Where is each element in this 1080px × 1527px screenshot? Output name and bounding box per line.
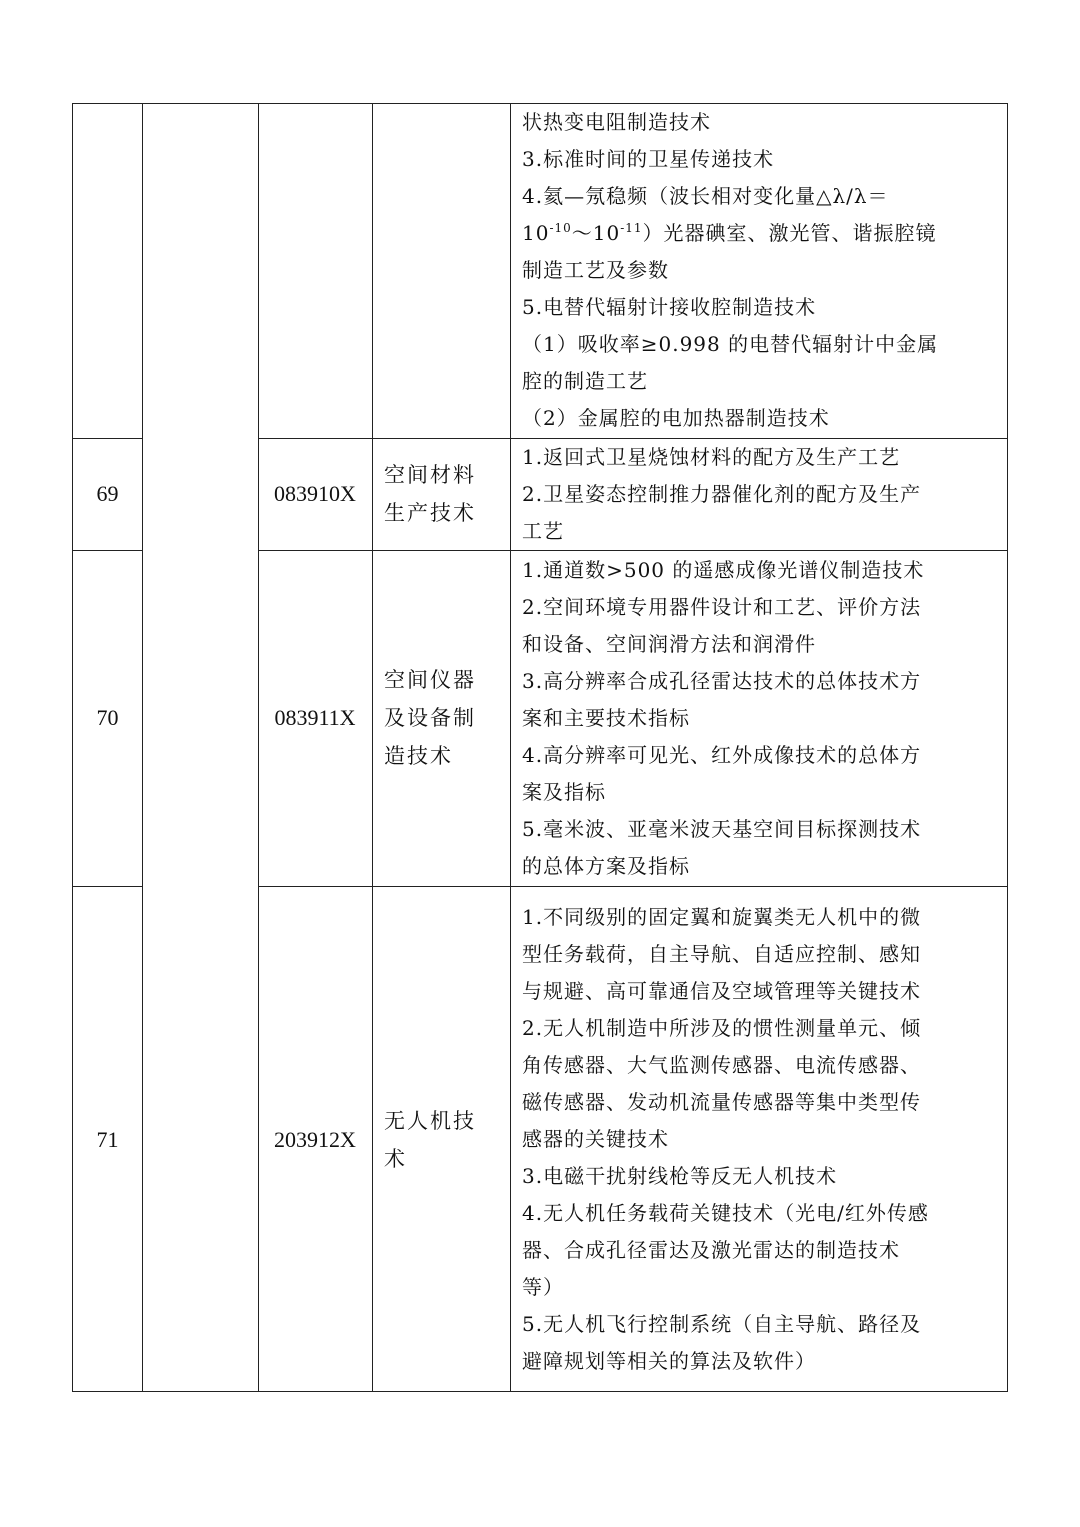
content-line: 和设备、空间润滑方法和润滑件 [522, 631, 816, 656]
content-line: 4.无人机任务载荷关键技术（光电/红外传感 [522, 1201, 929, 1225]
row-name-text: 空间材料生产技术 [384, 463, 476, 525]
row-name [372, 550, 510, 886]
exp-mid: ～10 [571, 221, 621, 245]
row-code: 203912X [274, 1126, 356, 1152]
content-line: 4.高分辨率可见光、红外成像技术的总体方 [522, 742, 922, 767]
content-line: 避障规划等相关的算法及软件） [522, 1349, 816, 1373]
content-line: 1.通道数>500 的遥感成像光谱仪制造技术 [522, 557, 925, 582]
content-line: 案和主要技术指标 [522, 705, 690, 730]
content-line: 工艺 [522, 518, 564, 543]
content-line: 感器的关键技术 [522, 1127, 669, 1151]
table-row [73, 104, 1007, 438]
content-line: 4.氦—氖稳频（波长相对变化量△λ/λ＝ [522, 184, 889, 208]
row-code: 083911X [274, 705, 356, 730]
exp1-superscript: -10 [549, 221, 572, 235]
content-line: 3.标准时间的卫星传递技术 [522, 147, 775, 171]
content-line: 状热变电阻制造技术 [522, 110, 711, 134]
content-line: 2.无人机制造中所涉及的惯性测量单元、倾 [522, 1016, 922, 1040]
content-line: 案及指标 [522, 779, 606, 804]
exp-tail: ）光器碘室、激光管、谐振腔镜 [642, 221, 937, 245]
table-row [73, 550, 1007, 886]
content-line: 的总体方案及指标 [522, 853, 690, 878]
content-line: （2）金属腔的电加热器制造技术 [522, 406, 830, 430]
row-number: 69 [96, 481, 119, 506]
content-line: 1.返回式卫星烧蚀材料的配方及生产工艺 [522, 444, 901, 469]
content-line: 等） [522, 1275, 564, 1299]
technology-table [72, 103, 1008, 1392]
content-line: 型任务载荷，自主导航、自适应控制、感知 [522, 942, 921, 966]
content-line: 磁传感器、发动机流量传感器等集中类型传 [522, 1090, 921, 1114]
content-line-superscript [522, 215, 999, 252]
row-name [372, 438, 510, 550]
content-line: （1）吸收率≥0.998 的电替代辐射计中金属 [522, 332, 939, 356]
content-line: 与规避、高可靠通信及空域管理等关键技术 [522, 979, 921, 1003]
content-line: 器、合成孔径雷达及激光雷达的制造技术 [522, 1238, 900, 1262]
content-cell [510, 886, 1007, 1393]
content-cell [510, 104, 1007, 438]
row-name-text: 无人机技术 [384, 1108, 476, 1171]
exp-base: 10 [522, 221, 550, 245]
exp2-superscript: -11 [620, 221, 643, 235]
row-name [372, 886, 510, 1393]
content-line: 制造工艺及参数 [522, 258, 669, 282]
content-line: 3.电磁干扰射线枪等反无人机技术 [522, 1164, 838, 1188]
content-cell [510, 438, 1007, 550]
row-code: 083910X [274, 481, 356, 506]
row-number: 71 [96, 1126, 119, 1152]
row-name-text: 空间仪器及设备制造技术 [384, 668, 476, 768]
content-cell [510, 550, 1007, 886]
content-line: 2.空间环境专用器件设计和工艺、评价方法 [522, 594, 922, 619]
content-line: 3.高分辨率合成孔径雷达技术的总体技术方 [522, 668, 922, 693]
content-line: 腔的制造工艺 [522, 369, 648, 393]
content-line: 5.无人机飞行控制系统（自主导航、路径及 [522, 1312, 922, 1336]
table-row [73, 886, 1007, 1393]
content-line: 5.电替代辐射计接收腔制造技术 [522, 295, 817, 319]
content-line: 2.卫星姿态控制推力器催化剂的配方及生产 [522, 481, 922, 506]
row-number: 70 [96, 705, 119, 730]
content-line: 5.毫米波、亚毫米波天基空间目标探测技术 [522, 816, 922, 841]
content-line: 1.不同级别的固定翼和旋翼类无人机中的微 [522, 905, 922, 929]
content-line: 角传感器、大气监测传感器、电流传感器、 [522, 1053, 921, 1077]
table-row [73, 438, 1007, 550]
